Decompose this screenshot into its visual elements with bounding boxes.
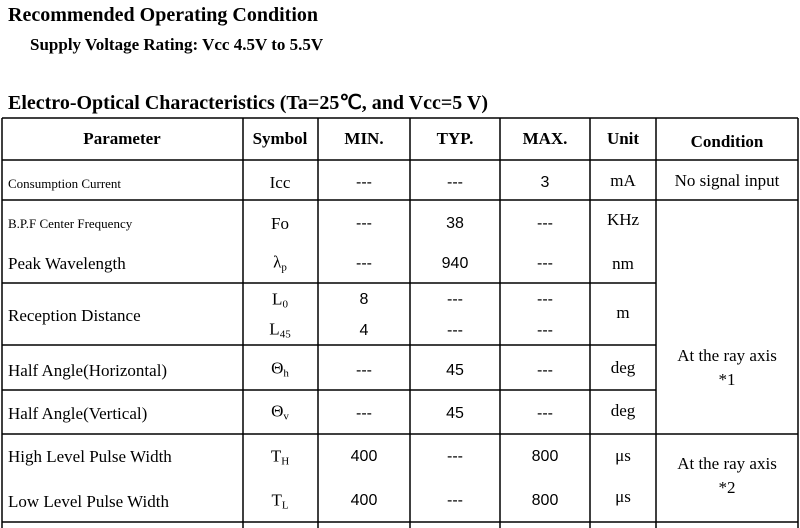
header-max: MAX. [522, 129, 568, 148]
lp-min: --- [356, 255, 372, 272]
l0-max: --- [537, 291, 553, 308]
icc-max: 3 [540, 174, 550, 191]
header-parameter: Parameter [83, 129, 161, 148]
llp-typ: --- [447, 492, 463, 509]
param-reception-distance: Reception Distance [8, 306, 141, 325]
hah-min: --- [356, 362, 372, 379]
icc-unit: mA [610, 171, 636, 190]
condition-group-1-line2: *1 [718, 370, 736, 389]
fo-max: --- [537, 215, 553, 232]
symbol-tl-main: T [271, 490, 282, 510]
condition-group-1 [677, 344, 777, 392]
symbol-l45 [269, 320, 290, 341]
symbol-th [271, 447, 289, 468]
symbol-l0-main: L [272, 289, 283, 309]
l45-min: 4 [359, 322, 369, 339]
symbol-theta-v-sub: v [283, 410, 289, 423]
l45-max: --- [537, 322, 553, 339]
symbol-l45-main: L [269, 319, 280, 339]
symbol-th-sub: H [281, 455, 290, 468]
symbol-icc: Icc [269, 173, 291, 192]
hlp-typ: --- [447, 448, 463, 465]
icc-typ: --- [447, 174, 463, 191]
symbol-lambda-main: λ [273, 252, 282, 272]
hah-max: --- [537, 362, 553, 379]
l45-typ: --- [447, 322, 463, 339]
hlp-max: 800 [531, 448, 559, 465]
param-half-angle-vertical: Half Angle(Vertical) [8, 404, 148, 423]
fo-typ: 38 [446, 215, 464, 232]
param-half-angle-horizontal: Half Angle(Horizontal) [8, 361, 168, 380]
recommended-title: Recommended Operating Condition [8, 4, 318, 26]
icc-min: --- [356, 174, 372, 191]
symbol-theta-v [271, 402, 289, 423]
symbol-theta-h [271, 359, 289, 380]
header-typ: TYP. [436, 129, 474, 148]
hlp-min: 400 [350, 448, 378, 465]
lp-max: --- [537, 255, 553, 272]
fo-min: --- [356, 215, 372, 232]
hah-unit: deg [610, 358, 636, 377]
symbol-tl [271, 491, 288, 512]
symbol-l45-sub: 45 [279, 328, 291, 341]
electro-optical-title: Electro-Optical Characteristics (Ta=25℃, and Vcc=5 V) [8, 92, 489, 114]
param-low-level-pulse-width: Low Level Pulse Width [8, 492, 169, 511]
hah-typ: 45 [446, 362, 464, 379]
header-unit: Unit [606, 129, 640, 148]
symbol-theta-h-sub: h [283, 367, 289, 380]
llp-min: 400 [350, 492, 378, 509]
hav-typ: 45 [446, 405, 464, 422]
condition-group-1-line1: At the ray axis [677, 346, 777, 365]
fo-unit: KHz [606, 210, 640, 229]
symbol-lambda-sub: p [281, 261, 287, 274]
param-peak-wavelength: Peak Wavelength [8, 254, 126, 273]
icc-condition: No signal input [674, 171, 780, 190]
header-min: MIN. [344, 129, 384, 148]
hav-min: --- [356, 405, 372, 422]
symbol-lambda-p [273, 253, 287, 274]
hav-unit: deg [610, 401, 636, 420]
symbol-fo: Fo [271, 214, 289, 233]
condition-group-2-line1: At the ray axis [677, 454, 777, 473]
symbol-tl-sub: L [281, 499, 289, 512]
condition-group-2-line2: *2 [718, 478, 736, 497]
param-bpf-center-frequency: B.P.F Center Frequency [8, 216, 133, 231]
header-symbol: Symbol [252, 129, 308, 148]
l0-typ: --- [447, 291, 463, 308]
l0-min: 8 [359, 291, 369, 308]
lp-unit: nm [612, 254, 634, 273]
symbol-theta-v-main: Θ [271, 401, 284, 421]
symbol-l0-sub: 0 [282, 298, 288, 311]
param-high-level-pulse-width: High Level Pulse Width [8, 447, 172, 466]
condition-group-2 [677, 452, 777, 500]
rd-unit: m [616, 303, 630, 322]
symbol-theta-h-main: Θ [271, 358, 284, 378]
symbol-l0 [272, 290, 288, 311]
hlp-unit: μs [615, 446, 631, 465]
lp-typ: 940 [441, 255, 469, 272]
param-consumption-current: Consumption Current [8, 176, 122, 191]
llp-max: 800 [531, 492, 559, 509]
hav-max: --- [537, 405, 553, 422]
supply-voltage-rating: Supply Voltage Rating: Vcc 4.5V to 5.5V [30, 35, 324, 54]
header-condition: Condition [690, 132, 764, 151]
llp-unit: μs [615, 487, 631, 506]
symbol-th-main: T [270, 446, 282, 466]
